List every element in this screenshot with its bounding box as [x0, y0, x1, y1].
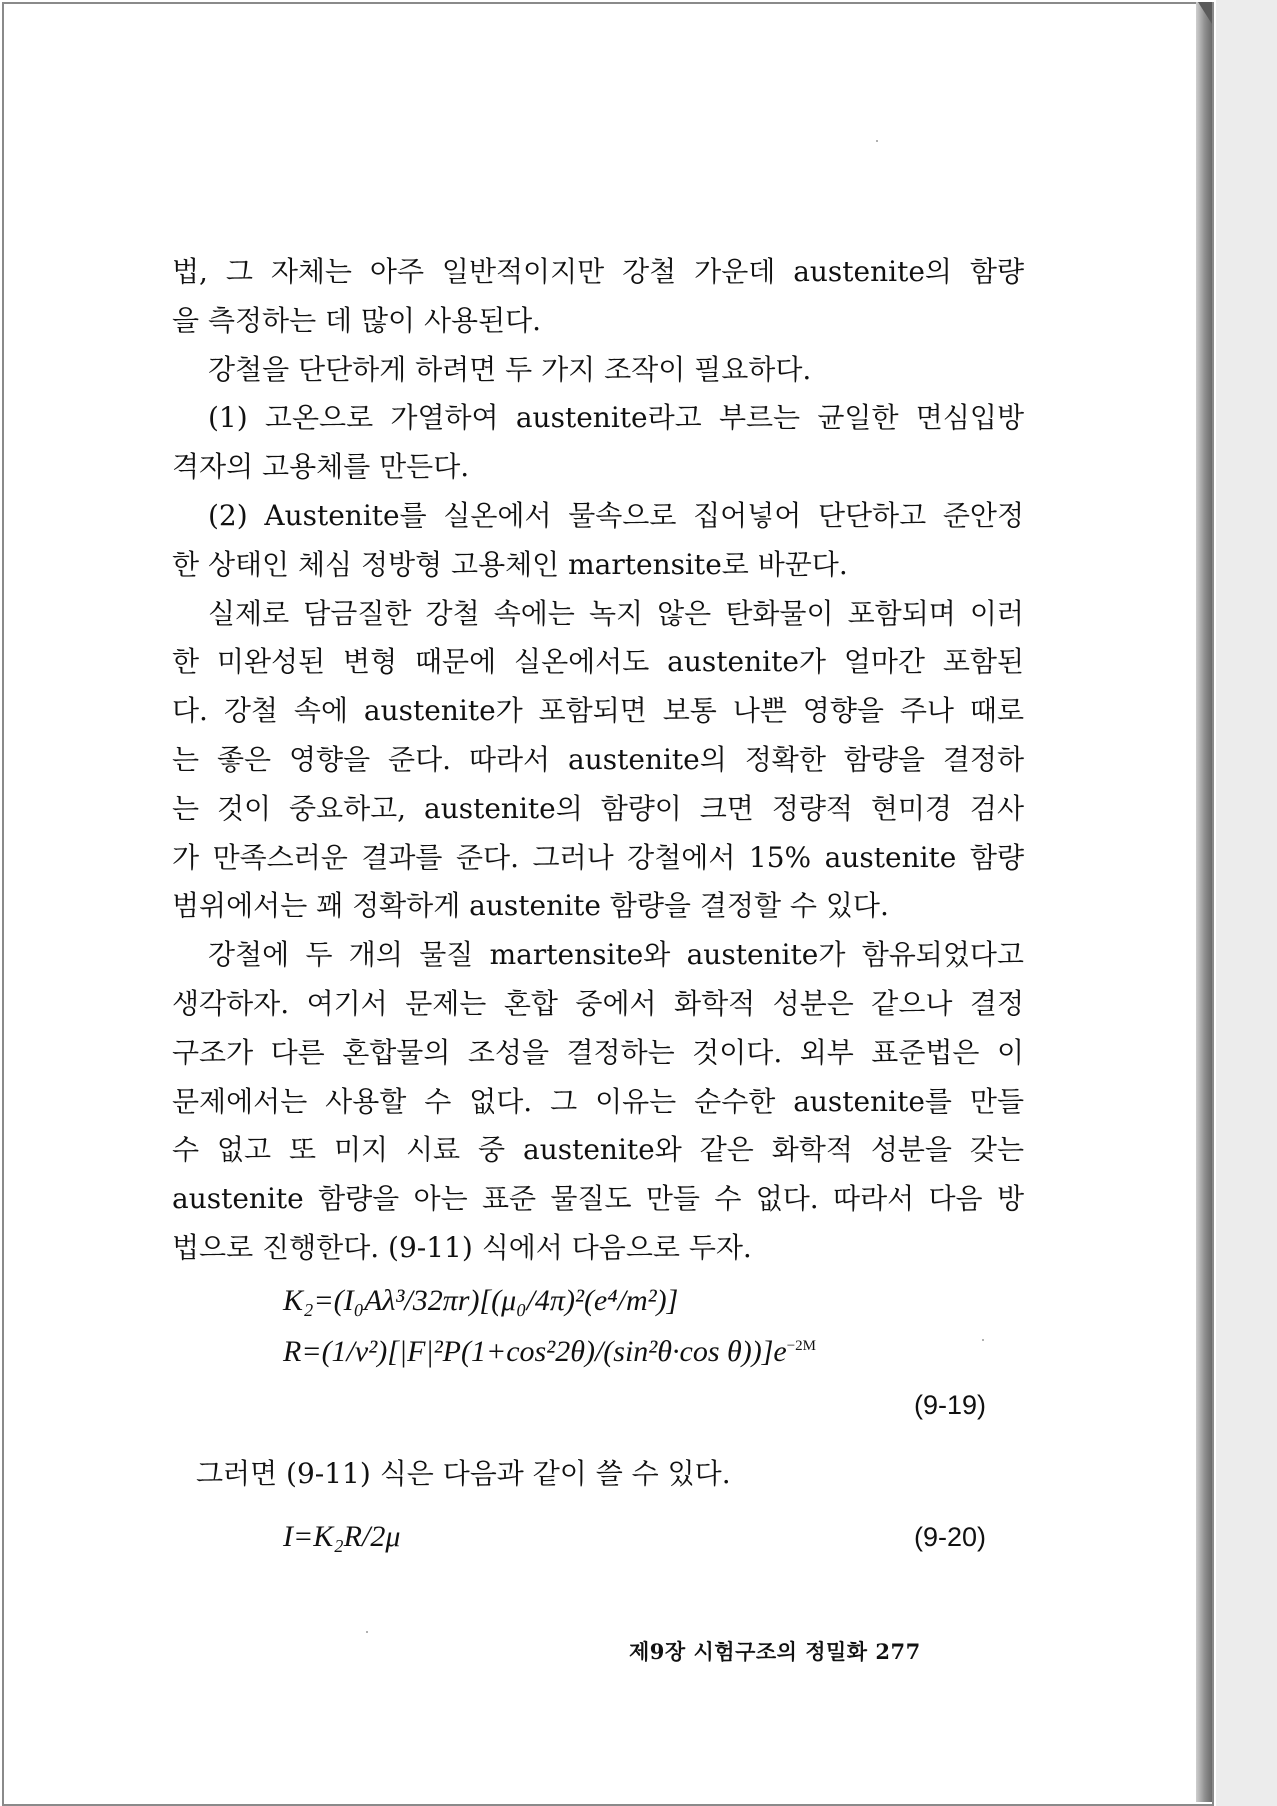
- scan-speck: [982, 1339, 984, 1341]
- body-line: 한 미완성된 변형 때문에 실온에서도 austenite가 얼마간 포함된: [172, 645, 1024, 679]
- body-line: 강철에 두 개의 물질 martensite와 austenite가 함유되었다고: [208, 938, 1024, 972]
- body-line: 실제로 담금질한 강철 속에는 녹지 않은 탄화물이 포함되며 이러: [208, 596, 1024, 630]
- body-line: (1) 고온으로 가열하여 austenite라고 부르는 균일한 면심입방: [208, 401, 1024, 435]
- body-line: 가 만족스러운 결과를 준다. 그러나 강철에서 15% austenite 함량: [172, 840, 1024, 874]
- body-line: 을 측정하는 데 많이 사용된다.: [172, 303, 542, 337]
- equation-k2: K₂=(I₀Aλ³/32πr)[(μ₀/4π)²(e⁴/m²)]: [283, 1284, 679, 1317]
- equation-lead-text: 그러면 (9-11) 식은 다음과 같이 쓸 수 있다.: [196, 1457, 731, 1490]
- body-line: 는 것이 중요하고, austenite의 함량이 크면 정량적 현미경 검사: [172, 791, 1024, 825]
- equation-r-exponent: −2M: [786, 1338, 817, 1354]
- body-text: [172, 248, 1024, 1273]
- equation-i: I=K₂R/2μ: [283, 1520, 401, 1553]
- body-line: 다. 강철 속에 austenite가 포함되면 보통 나쁜 영향을 주나 때로: [172, 694, 1024, 728]
- body-line: 문제에서는 사용할 수 없다. 그 이유는 순수한 austenite를 만들: [172, 1084, 1024, 1118]
- scan-speck: [366, 1631, 368, 1633]
- body-line: 한 상태인 체심 정방형 고용체인 martensite로 바꾼다.: [172, 547, 848, 581]
- body-line: 법, 그 자체는 아주 일반적이지만 강철 가운데 austenite의 함량: [172, 255, 1024, 288]
- body-line: 격자의 고용체를 만든다.: [172, 450, 470, 484]
- page-edge-shadow: [1196, 2, 1212, 1802]
- scan-speck: [876, 140, 878, 142]
- right-margin: [1216, 0, 1277, 1806]
- body-line: 구조가 다른 혼합물의 조성을 결정하는 것이다. 외부 표준법은 이: [172, 1035, 1024, 1069]
- body-line: 수 없고 또 미지 시료 중 austenite와 같은 화학적 성분을 갖는: [172, 1133, 1024, 1167]
- equation-r-main: R=(1/v²)[|F|²P(1+cos²2θ)/(sin²θ·cos θ))]e: [283, 1335, 787, 1368]
- body-line: 강철을 단단하게 하려면 두 가지 조작이 필요하다.: [208, 352, 812, 386]
- body-line: 범위에서는 꽤 정확하게 austenite 함량을 결정할 수 있다.: [172, 889, 889, 923]
- body-line: 법으로 진행한다. (9-11) 식에서 다음으로 두자.: [172, 1230, 752, 1264]
- body-line: 생각하자. 여기서 문제는 혼합 중에서 화학적 성분은 같으나 결정: [172, 986, 1024, 1020]
- body-line: 는 좋은 영향을 준다. 따라서 austenite의 정확한 함량을 결정하: [172, 742, 1024, 776]
- equation-r: [283, 1335, 816, 1369]
- equation-number-9-19: (9-19): [914, 1390, 987, 1420]
- body-line: (2) Austenite를 실온에서 물속으로 집어넣어 단단하고 준안정: [208, 498, 1024, 532]
- page-footer: 제9장 시험구조의 정밀화 277: [629, 1639, 921, 1664]
- body-line: austenite 함량을 아는 표준 물질도 만들 수 없다. 따라서 다음 방: [172, 1182, 1024, 1216]
- equation-number-9-20: (9-20): [914, 1522, 987, 1552]
